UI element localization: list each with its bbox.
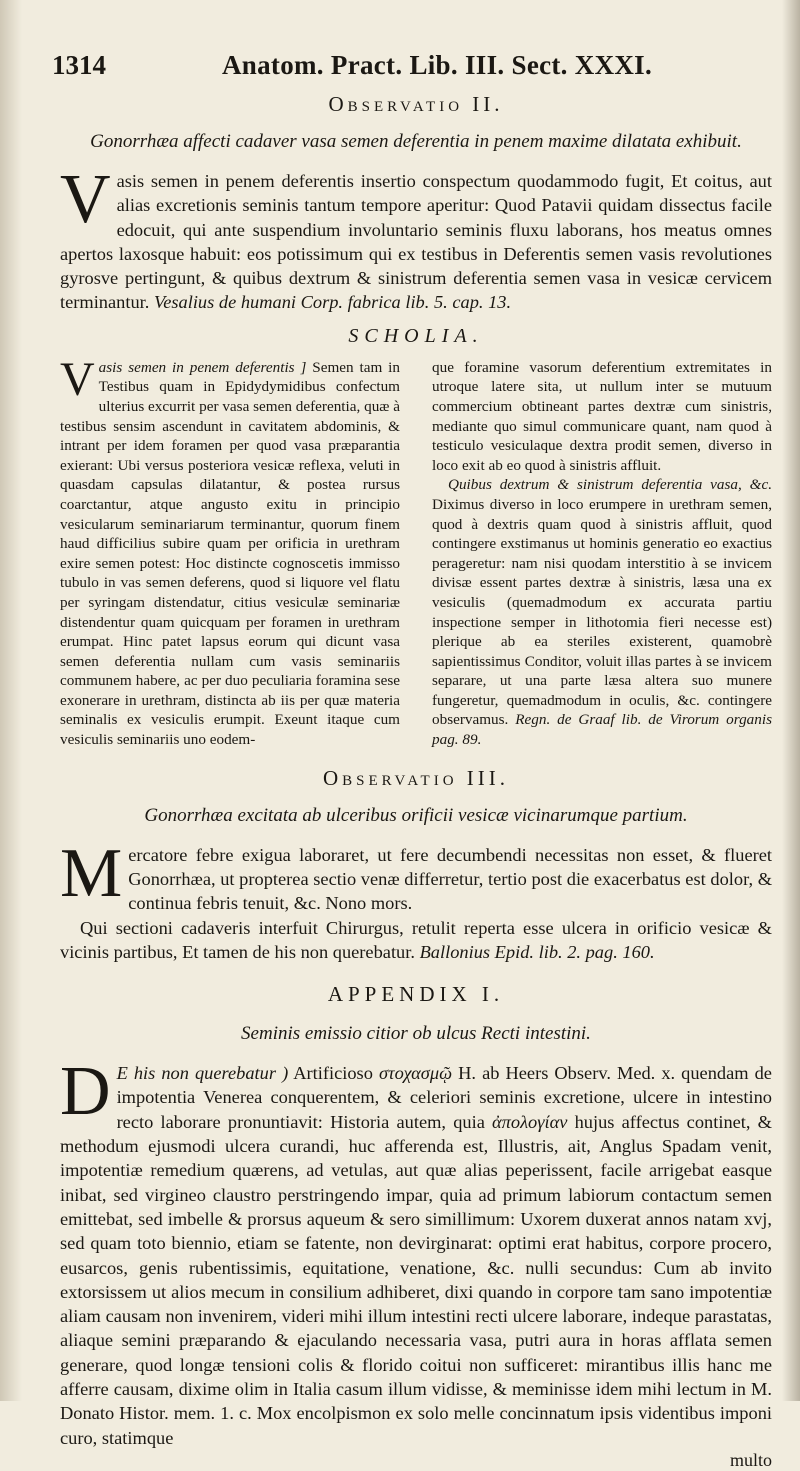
appendix-text xyxy=(60,1053,772,1450)
page-content xyxy=(52,46,772,1471)
scholia-left-column xyxy=(60,352,400,750)
observatio-3-citation: Ballonius Epid. lib. 2. pag. 160. xyxy=(419,941,655,962)
scholia-left-text: Semen tam in Testibus quam in Epidydymidibus confectum ulterius excurrit per vasa semen deferentia, quæ à testibus sensim ascendunt in cavitatem abdominis, & intrant per idem foramen per quod vasa præparantia exierant: Ubi versus posteriora vesicæ reflexa, veluti in quasdam capsulas dilatantur, & postea rursus coarctantur, atque angusto exitu in principio vesicularum seminariarum terminantur, quorum finem haud difficilius subire quam per orificia in urethram exire semen potest: Hoc distincte cognoscetis immisso tubulo in vas semen deferens, quod si liquore vel flatu per syringam distendatur, citius vesiculæ seminariæ distendentur quam quicquam per foramen in urethram erumpat. Hinc patet lapsus eorum qui dicunt vasa semen deferentia nullam cum vasis seminariis communem habere, ac per duo peculiaria foramina sese exonerare in urethram, distincta ab iis per quæ materia seminalis ex vesiculis erumpit. Exeunt itaque cum vesiculis seminariis uno eodem- xyxy=(60,358,400,749)
scholia-right-citation: Regn. de Graaf lib. de Virorum organis pag. 89. xyxy=(432,711,772,749)
scholia-columns xyxy=(60,352,772,750)
appendix-text-a: Artificioso xyxy=(293,1063,373,1084)
greek-word-2: ἀπολογίαν xyxy=(492,1111,568,1132)
scholia-heading: SCHOLIA. xyxy=(348,324,484,347)
drop-cap: V xyxy=(60,161,111,238)
observatio-3-text-2 xyxy=(60,916,772,965)
scholia-right-paragraph-2 xyxy=(432,475,772,749)
appendix-subtitle: Seminis emissio citior ob ulcus Recti intestini. xyxy=(241,1023,591,1045)
scholia-right-lemma: Quibus dextrum & sinistrum deferentia vasa, &c. xyxy=(448,476,772,494)
observatio-2-title: Observatio II. xyxy=(328,92,504,116)
observatio-3-text xyxy=(60,834,772,916)
scholia-right-column xyxy=(432,358,772,750)
page-edge xyxy=(782,0,800,1401)
page-number: 1314 xyxy=(52,50,106,80)
drop-cap: V xyxy=(60,352,95,406)
running-head: Anatom. Pract. Lib. III. Sect. XXXI. xyxy=(222,50,653,80)
catchword: multo xyxy=(729,1449,772,1470)
scholia-right-text-1: que foramine vasorum deferentium extremitates in utroque latere sita, ut nullum inter se mutuum commercium obtineant partes dextræ cum sinistris, mediante quo simul communicare quant, nam quod à testiculo vesiculaque dextra prodit semen, diverso in loco exit ab eo quod à sinistris affluit. xyxy=(432,358,772,474)
observatio-3-body-2: Qui sectioni cadaveris interfuit Chirurgus, retulit reperta esse ulcera in orificio vesicæ & vicinis partibus, Et tamen de his non querebatur. xyxy=(60,917,772,962)
scholia-left-paragraph xyxy=(60,352,400,750)
appendix-text-b: H. ab Heers Observ. Med. x. quendam de impotentia Venerea conquerentem, & celeriori seminis excretione, ulcere in intestino recto laborare pronuntiavit: Historia autem, quia xyxy=(116,1063,772,1132)
observatio-3-body: ercatore febre exigua laboraret, ut fere decumbendi necessitas non esset, & flueret Gonorrhæa, ut propterea sectio venæ differretur, tertio post die exacerbatus est dolor, & continua febris tenuit, &c. Nono mors. xyxy=(128,844,772,914)
observatio-3-title: Observatio III. xyxy=(322,765,510,790)
scholia-left-lemma: asis semen in penem deferentis ] xyxy=(98,358,307,376)
observatio-2-citation: Vesalius de humani Corp. fabrica lib. 5. cap. 13. xyxy=(154,292,512,313)
appendix-title: APPENDIX I. xyxy=(327,982,505,1007)
greek-word-1: στοχασμῷ xyxy=(378,1063,453,1084)
page-gutter xyxy=(0,0,22,1401)
drop-cap: D xyxy=(60,1053,111,1131)
observatio-2-subtitle: Gonorrhæa affecti cadaver vasa semen deferentia in penem maxime dilatata exhibuit. xyxy=(90,131,742,152)
scholia-right-text-2: Diximus diverso in loco erumpere in urethram semen, quod à dextris quam quod à sinistris affluit, quod contingere exstimanus ut hominis generatio eo exactius perageretur: nam nisi quodam interstitio à se invicem divisæ essent partes dextræ à sinistris, læsa una ex vesiculis (quemadmodum ex accurata partiu inspectione semper in lithotomia fieri necesse est) plerique ab ea steriles existerent, quamobrè sapientissimus Conditor, voluit illas partes à se invicem separare, ut una parte læsa altera suo munere fungeretur, quemadmodum in oculis, &c. contingere observamus. xyxy=(432,495,772,729)
drop-cap: M xyxy=(60,834,123,912)
appendix-lemma: E his non querebatur ) xyxy=(116,1063,289,1084)
observatio-2-body: asis semen in penem deferentis insertio conspectum quodammodo fugit, Et coitus, aut alias excretionis seminis tantum tempore aperitur: Quod Patavii quidam dissectus facile edocuit, qui ante suspendium involuntario seminis fluxu laborans, hos meatus omnes apertos laxosque habuit: eos potissimum qui ex testibus in Deferentis semen vasis revolutiones gyrosve pertingunt, & quibus dextrum & sinistrum deferentia semen vasa in vesicæ cervicem terminantur. xyxy=(60,171,772,313)
observatio-2-text xyxy=(60,161,772,315)
appendix-text-c: hujus affectus continet, & methodum ejusmodi ulcera curandi, huc afferenda est, Illustris, ait, Anglus Spadam venit, impotentiæ remedium quærens, ad vetulas, aut quæ alias peperissent, facile arrigebat easque inibat, sed virgineo claustro perstringendo impar, quia ad primum labiorum contactum semen emittebat, sed imbelle & prorsus aqueum & sero simillimum: Uxorem duxerat annos natam xvj, sed quam toto biennio, etiam se fatente, non devirginarat: optimi erat habitus, corpore procero, eusarcos, genis rubentissimis, equitatione, venatione, &c. nulli secundus: Cum ab invito extorsissem ut alios mecum in consilium adhiberet, dixi quando in corpore tam sano impotentiæ aliam causam non invenirem, videri mihi illum intestini recti ulcere laborare, indeque parastatas, aliaque semini præparando & ejaculando necessaria vasa, putri aura in horas afflata semen generare, quod longæ tensioni colis & florido coitui non sufficeret: mirantibus illis hanc me afferre causam, dixime olim in Italia casum illum vidisse, & meminisse idem mihi lectum in M. Donato Histor. mem. 1. c. Mox encolpismon ex solo melle concinnatum ipsis videntibus imponi curo, statimque xyxy=(60,1111,772,1448)
page-header xyxy=(52,46,772,92)
observatio-3-subtitle: Gonorrhæa excitata ab ulceribus orificii vesicæ vicinarumque partium. xyxy=(144,804,688,826)
